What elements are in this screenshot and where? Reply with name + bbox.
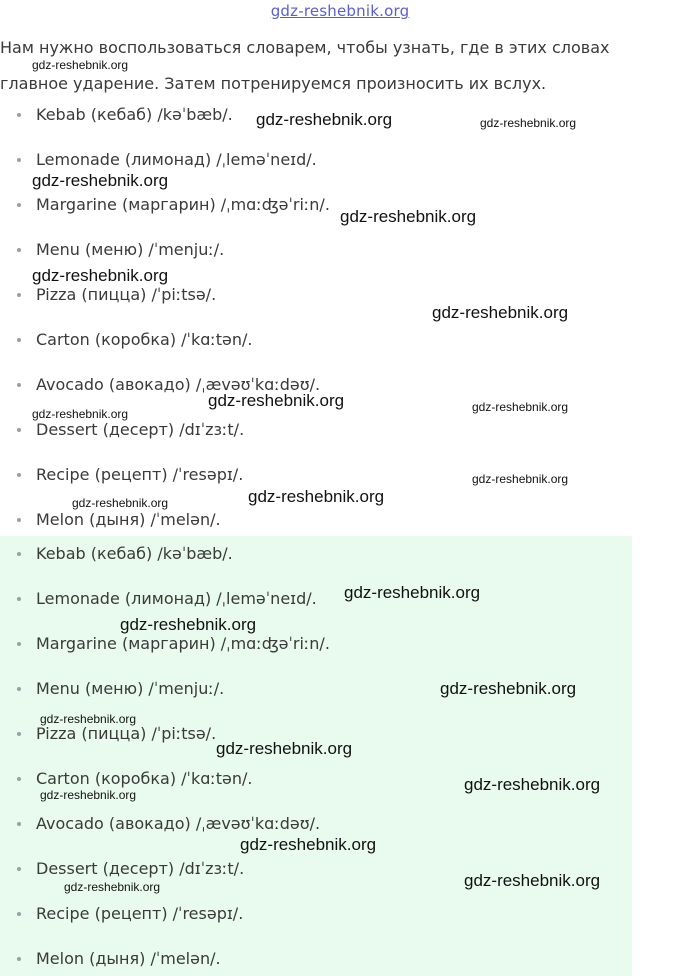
list-item-text: Menu (меню) /ˈmenjuː/. (36, 679, 225, 698)
list-item-text: Pizza (пицца) /ˈpiːtsə/. (36, 724, 217, 743)
bullet-icon (17, 203, 21, 207)
bullet-icon (17, 518, 21, 522)
watermark: gdz-reshebnik.org (440, 679, 577, 698)
list-item-text: Pizza (пицца) /ˈpiːtsə/. (36, 285, 217, 304)
bullet-icon (17, 867, 21, 871)
list-item-text: Margarine (маргарин) /ˌmɑːʤəˈriːn/. (36, 195, 330, 214)
watermark: gdz-reshebnik.org (480, 116, 577, 130)
bullet-icon (17, 383, 21, 387)
watermark: gdz-reshebnik.org (64, 880, 161, 894)
bullet-icon (17, 687, 21, 691)
watermark: gdz-reshebnik.org (32, 407, 129, 421)
list-item (0, 147, 632, 173)
watermark: gdz-reshebnik.org (40, 788, 137, 802)
site-header-link[interactable]: gdz-reshebnik.org (270, 2, 410, 20)
watermark: gdz-reshebnik.org (240, 835, 377, 854)
watermark: gdz-reshebnik.org (472, 400, 569, 414)
list-item-text: Melon (дыня) /ˈmelən/. (36, 510, 221, 529)
watermark: gdz-reshebnik.org (248, 487, 385, 506)
list-item (0, 946, 632, 972)
list-item-text: Carton (коробка) /ˈkɑːtən/. (36, 769, 253, 788)
list-item-text: Avocado (авокадо) /ˌævəʊˈkɑːdəʊ/. (36, 375, 321, 394)
bullet-icon (17, 428, 21, 432)
bullet-icon (17, 642, 21, 646)
list-item-text: Melon (дыня) /ˈmelən/. (36, 949, 221, 968)
watermark: gdz-reshebnik.org (32, 58, 129, 72)
bullet-icon (17, 732, 21, 736)
list-item (0, 327, 632, 353)
list-item (0, 192, 632, 218)
list-item (0, 631, 632, 657)
watermark: gdz-reshebnik.org (32, 171, 169, 190)
watermark: gdz-reshebnik.org (432, 303, 569, 322)
watermark: gdz-reshebnik.org (256, 110, 393, 129)
watermark: gdz-reshebnik.org (464, 871, 601, 890)
list-item-text: Recipe (рецепт) /ˈresəpɪ/. (36, 465, 244, 484)
list-item-text: Carton (коробка) /ˈkɑːtən/. (36, 330, 253, 349)
bullet-icon (17, 338, 21, 342)
watermark: gdz-reshebnik.org (340, 207, 477, 226)
bullet-icon (17, 158, 21, 162)
list-item-text: Dessert (десерт) /dɪˈzɜːt/. (36, 859, 245, 878)
bullet-icon (17, 822, 21, 826)
watermark: gdz-reshebnik.org (72, 496, 169, 510)
bullet-icon (17, 957, 21, 961)
list-item (0, 586, 632, 612)
intro-paragraph: Нам нужно воспользоваться словарем, чтобы узнать, где в этих словах главное ударение. Затем потренируемся произносить их вслух. (0, 38, 610, 93)
bullet-icon (17, 293, 21, 297)
watermark: gdz-reshebnik.org (464, 775, 601, 794)
bullet-icon (17, 597, 21, 601)
list-item-text: Menu (меню) /ˈmenjuː/. (36, 240, 225, 259)
list-item-text: Recipe (рецепт) /ˈresəpɪ/. (36, 904, 244, 923)
bullet-icon (17, 912, 21, 916)
list-item (0, 811, 632, 837)
list-item-text: Avocado (авокадо) /ˌævəʊˈkɑːdəʊ/. (36, 814, 321, 833)
list-item (0, 237, 632, 263)
list-item-text: Lemonade (лимонад) /ˌleməˈneɪd/. (36, 150, 317, 169)
watermark: gdz-reshebnik.org (216, 739, 353, 758)
watermark: gdz-reshebnik.org (32, 266, 169, 285)
watermark: gdz-reshebnik.org (472, 472, 569, 486)
list-item (0, 541, 632, 567)
bullet-icon (17, 552, 21, 556)
list-item-text: Kebab (кебаб) /kəˈbæb/. (36, 544, 233, 563)
list-item (0, 507, 632, 533)
list-item-text: Kebab (кебаб) /kəˈbæb/. (36, 105, 233, 124)
bullet-icon (17, 248, 21, 252)
watermark: gdz-reshebnik.org (344, 583, 481, 602)
watermark: gdz-reshebnik.org (120, 615, 257, 634)
list-item (0, 901, 632, 927)
list-item-text: Dessert (десерт) /dɪˈzɜːt/. (36, 420, 245, 439)
bullet-icon (17, 113, 21, 117)
list-item-text: Margarine (маргарин) /ˌmɑːʤəˈriːn/. (36, 634, 330, 653)
watermark: gdz-reshebnik.org (40, 712, 137, 726)
list-item-text: Lemonade (лимонад) /ˌleməˈneɪd/. (36, 589, 317, 608)
bullet-icon (17, 777, 21, 781)
watermark: gdz-reshebnik.org (208, 391, 345, 410)
bullet-icon (17, 473, 21, 477)
